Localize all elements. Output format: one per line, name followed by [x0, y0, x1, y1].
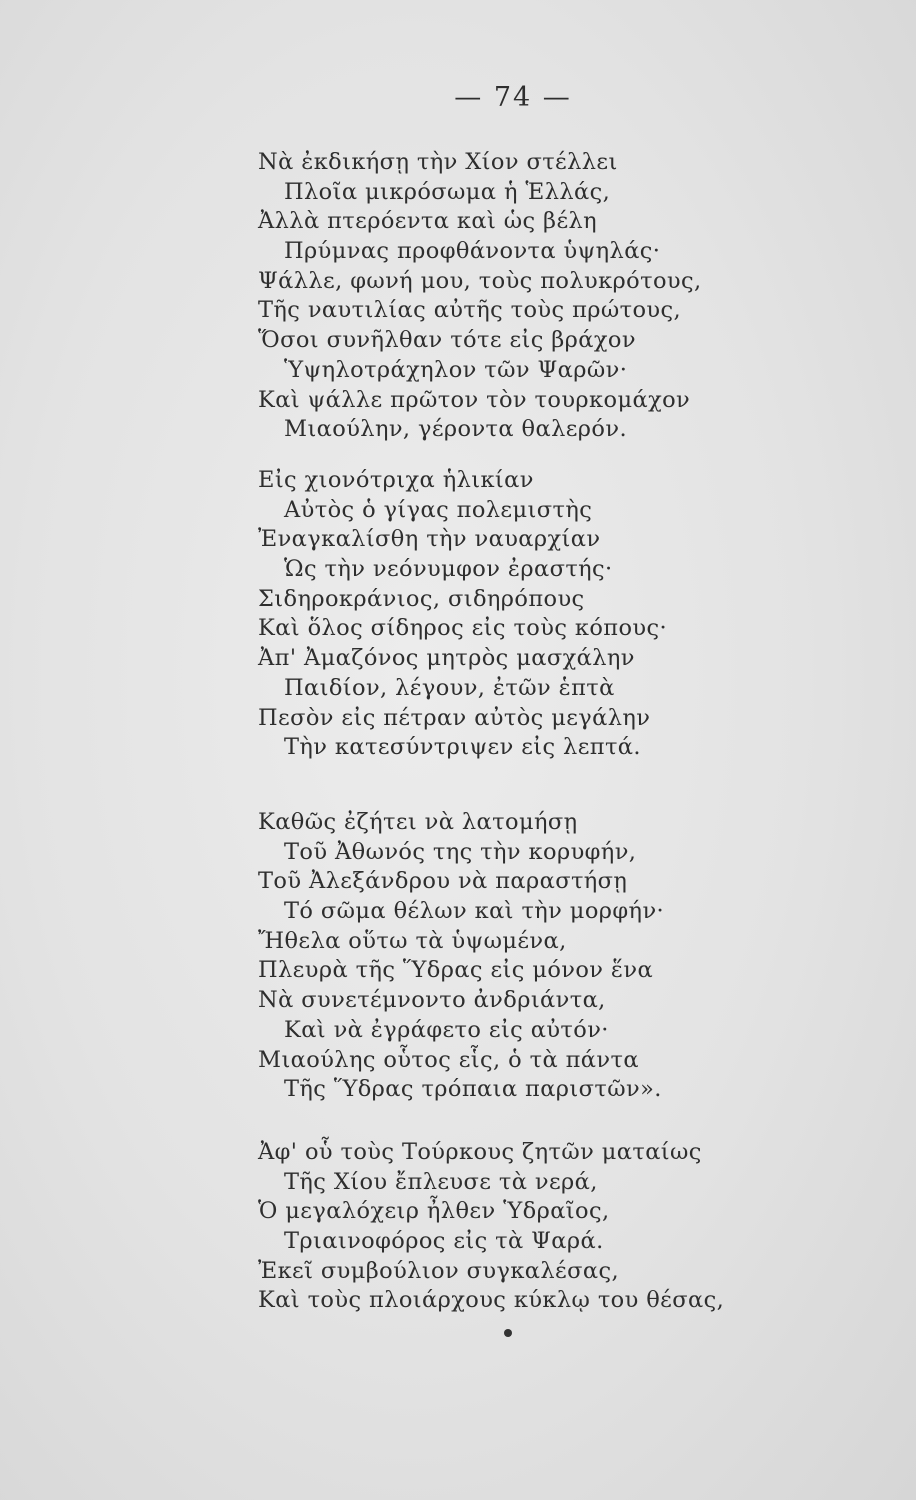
verse-line: Καθῶς ἐζήτει νὰ λατομήσῃ: [258, 809, 578, 835]
verse-line: Τὴν κατεσύντριψεν εἰς λεπτά.: [284, 734, 641, 761]
verse-line: Παιδίον, λέγουν, ἐτῶν ἑπτὰ: [284, 674, 615, 701]
verse-line: Πλοῖα μικρόσωμα ἡ Ἑλλάς,: [284, 178, 611, 205]
verse-line: Μιαούλην, γέροντα θαλερόν.: [284, 416, 628, 443]
verse-line: Τῆς Χίου ἔπλευσε τὰ νερά,: [284, 1168, 598, 1195]
verse-line: Καὶ νὰ ἐγράφετο εἰς αὐτόν·: [284, 1016, 609, 1043]
verse-line: Τῆς Ὕδρας τρόπαια παριστῶν».: [284, 1076, 662, 1103]
stanza: [258, 1138, 818, 1316]
verse-line: Καὶ ὅλος σίδηρος εἰς τοὺς κόπους·: [258, 615, 668, 642]
verse-line: Τό σῶμα θέλων καὶ τὴν μορφήν·: [284, 898, 665, 925]
verse-line: Νὰ ἐκδικήσῃ τὴν Χίον στέλλει: [258, 149, 618, 175]
verse-line: Καὶ τοὺς πλοιάρχους κύκλῳ του θέσας,: [258, 1287, 725, 1314]
verse-line: Ὑψηλοτράχηλον τῶν Ψαρῶν·: [284, 356, 628, 383]
verse-line: Σιδηροκράνιος, σιδηρόπους: [258, 585, 585, 612]
verse-line: Τῆς ναυτιλίας αὐτῆς τοὺς πρώτους,: [258, 297, 682, 324]
verse-line: Τοῦ Ἀλεξάνδρου νὰ παραστήσῃ: [258, 868, 628, 895]
ink-dot: [504, 1329, 512, 1337]
page-number: — 74 —: [454, 82, 572, 113]
verse-line: Ἐναγκαλίσθη τὴν ναυαρχίαν: [258, 526, 601, 553]
verse-line: Πλευρὰ τῆς Ὕδρας εἰς μόνον ἕνα: [258, 957, 654, 984]
verse-line: Ψάλλε, φωνή μου, τοὺς πολυκρότους,: [258, 267, 702, 294]
stanza: [258, 808, 818, 1105]
verse-line: Ἀφ' οὗ τοὺς Τούρκους ζητῶν ματαίως: [258, 1139, 702, 1165]
verse-line: Νὰ συνετέμνοντο ἀνδριάντα,: [258, 987, 606, 1014]
verse-line: Αὐτὸς ὁ γίγας πολεμιστὴς: [284, 496, 593, 523]
verse-line: Τοῦ Ἀθωνός της τὴν κορυφήν,: [284, 838, 637, 865]
verse-line: Ὡς τὴν νεόνυμφον ἐραστής·: [284, 556, 613, 583]
verse-line: Εἰς χιονότριχα ἡλικίαν: [258, 467, 534, 493]
verse-line: Ὅσοι συνῆλθαν τότε εἰς βράχον: [258, 327, 636, 354]
stanza: [258, 466, 818, 763]
verse-line: Ἀπ' Ἀμαζόνος μητρὸς μασχάλην: [258, 645, 635, 672]
verse-line: Πρύμνας προφθάνοντα ὑψηλάς·: [284, 238, 661, 265]
verse-line: Πεσὸν εἰς πέτραν αὐτὸς μεγάλην: [258, 704, 651, 731]
verse-line: Καὶ ψάλλε πρῶτον τὸν τουρκομάχον: [258, 386, 691, 413]
stanza: [258, 148, 818, 445]
verse-line: Τριαινοφόρος εἰς τὰ Ψαρά.: [284, 1228, 604, 1255]
verse-line: Ἤθελα οὕτω τὰ ὑψωμένα,: [258, 927, 567, 954]
verse-line: Ὁ μεγαλόχειρ ἦλθεν Ὑδραῖος,: [258, 1198, 610, 1225]
verse-line: Ἀλλὰ πτερόεντα καὶ ὡς βέλη: [258, 208, 598, 235]
verse-line: Μιαούλης οὗτος εἷς, ὁ τὰ πάντα: [258, 1046, 639, 1073]
verse-line: Ἐκεῖ συμβούλιον συγκαλέσας,: [258, 1257, 620, 1284]
